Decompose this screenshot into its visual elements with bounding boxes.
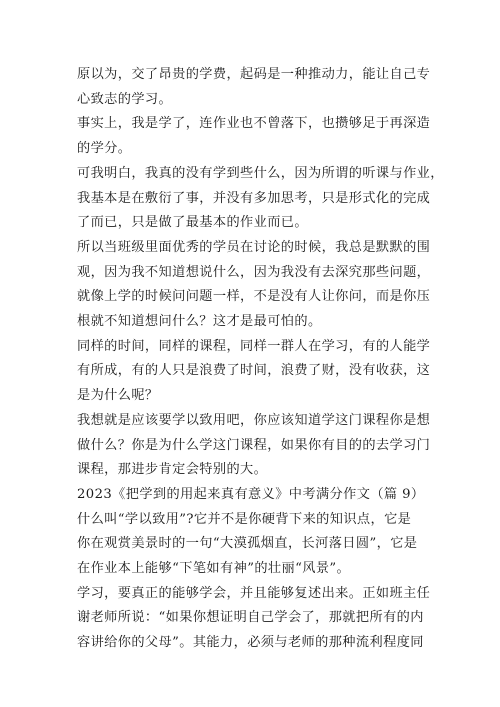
text-line: 我想就是应该要学以致用吧，你应该知道学这门课程你是想 <box>77 412 431 428</box>
text-line: 事实上，我是学了，连作业也不曾落下，也攒够足于再深造 <box>77 116 431 132</box>
text-line: 可我明白，我真的没有学到些什么，因为所谓的听课与作业， <box>77 165 444 181</box>
text-line: 什么叫“学以致用”?它并不是你硬背下来的知识点，它是 <box>77 511 412 527</box>
text-line: 学习，要真正的能够学会，并且能够复述出来。正如班主任 <box>77 585 431 601</box>
text-line: 谢老师所说：“如果你想证明自己学会了，那就把所有的内 <box>77 610 424 626</box>
text-line: 同样的时间，同样的课程，同样一群人在学习，有的人能学 <box>77 338 431 354</box>
text-line: 了而已，只是做了最基本的作业而已。 <box>77 215 308 231</box>
text-line: 就像上学的时候问问题一样，不是没有人让你问，而是你压 <box>77 289 431 305</box>
text-line: 心致志的学习。 <box>77 91 173 107</box>
text-line: 课程，那进步肯定会特别的大。 <box>77 462 268 478</box>
text-line: 容讲给你的父母”。其能力，必须与老师的那种流利程度同 <box>77 635 424 651</box>
text-line: 做什么？你是为什么学这门课程，如果你有目的的去学习门 <box>77 437 431 453</box>
text-line: 所以当班级里面优秀的学员在讨论的时候，我总是默默的围 <box>77 239 431 255</box>
text-line: 在作业本上能够“下笔如有神”的壮丽“风景”。 <box>77 561 351 577</box>
text-line: 根就不知道想问什么？这才是最可怕的。 <box>77 314 322 330</box>
text-line: 我基本是在敷衍了事，并没有多加思考，只是形式化的完成 <box>77 190 431 206</box>
text-line: 原以为，交了昂贵的学费，起码是一种推动力，能让自己专 <box>77 67 431 82</box>
text-line: 你在观赏美景时的一句“大漠孤烟直，长河落日圆”，它是 <box>77 536 418 552</box>
text-line: 的学分。 <box>77 141 132 157</box>
text-line: 是为什么呢？ <box>77 388 159 404</box>
text-line: 有所成，有的人只是浪费了时间，浪费了财，没有收获，这 <box>77 363 431 379</box>
section-heading: 2023《把学到的用起来真有意义》中考满分作文（篇 9） <box>77 486 425 502</box>
text-line: 观，因为我不知道想说什么，因为我没有去深究那些问题， <box>77 264 431 280</box>
